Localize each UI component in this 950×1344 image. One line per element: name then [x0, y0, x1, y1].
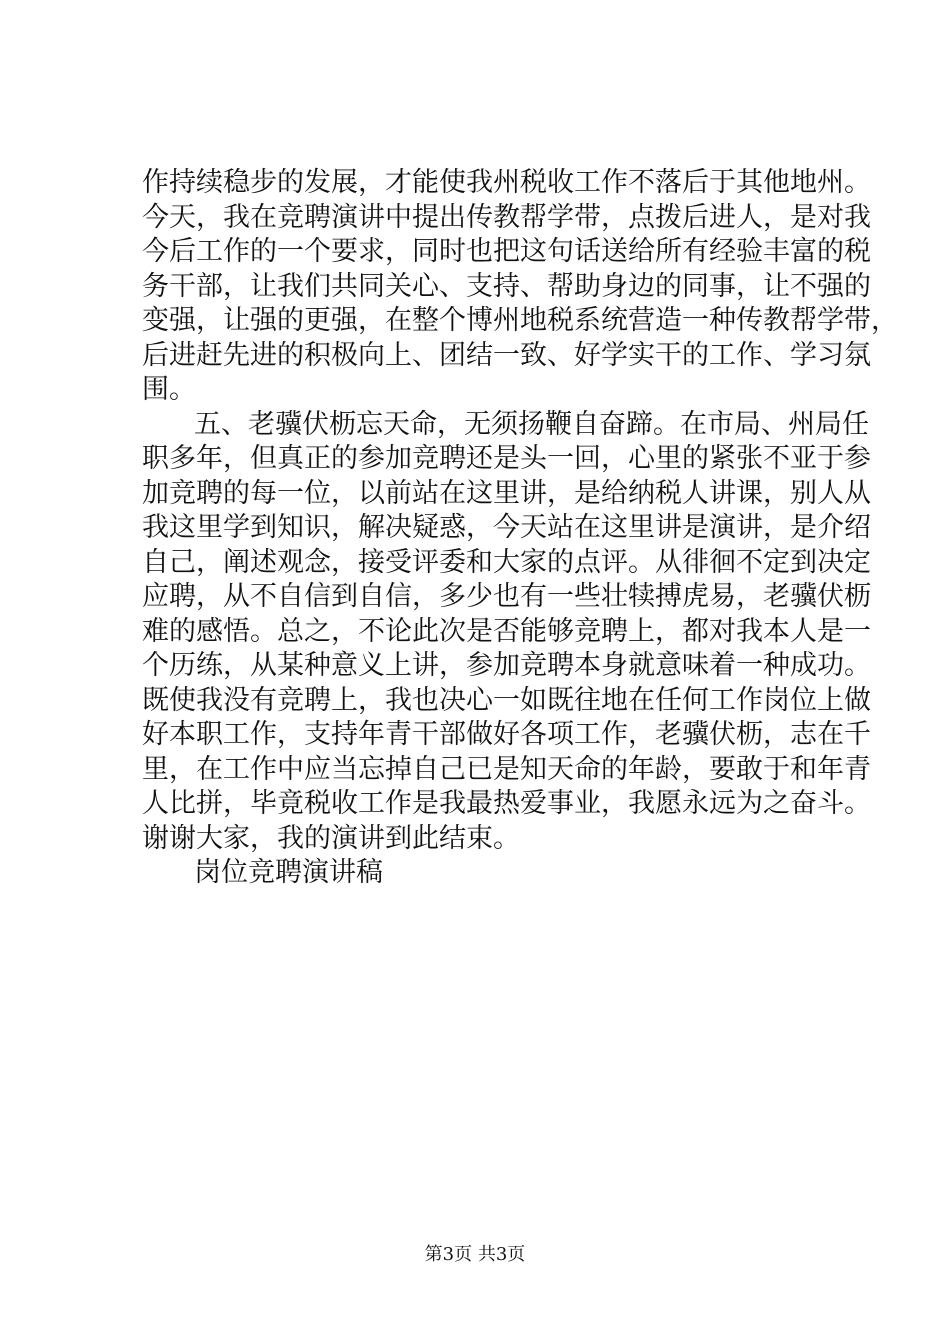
text-line: 后进赶先进的积极向上、团结一致、好学实干的工作、学习氛: [142, 339, 871, 371]
text-line: 人比拼，毕竟税收工作是我最热爱事业，我愿永远为之奋斗。: [142, 788, 871, 819]
document-title-line: 岗位竞聘演讲稿: [194, 857, 383, 888]
text-line: 个历练，从某种意义上讲，参加竞聘本身就意味着一种成功。: [142, 650, 871, 681]
text-line: 加竞聘的每一位，以前站在这里讲，是给纳税人讲课，别人从: [142, 477, 871, 509]
text-line: 好本职工作，支持年青干部做好各项工作，老骥伏枥，志在千: [142, 719, 871, 750]
page-footer: 第3页 共3页: [424, 1244, 526, 1265]
text-line: 围。: [142, 374, 196, 405]
text-line: 务干部，让我们共同关心、支持、帮助身边的同事，让不强的: [142, 270, 871, 302]
text-line: 今后工作的一个要求，同时也把这句话送给所有经验丰富的税: [142, 236, 871, 267]
text-line: 作持续稳步的发展，才能使我州税收工作不落后于其他地州。: [142, 167, 871, 198]
text-line: 今天，我在竞聘演讲中提出传教帮学带，点拨后进人，是对我: [142, 201, 871, 233]
text-line: 变强，让强的更强，在整个博州地税系统营造一种传教帮学带，: [142, 305, 898, 336]
text-line: 我这里学到知识，解决疑惑，今天站在这里讲是演讲，是介绍: [142, 512, 871, 543]
text-line: 难的感悟。总之，不论此次是否能够竞聘上，都对我本人是一: [142, 615, 871, 647]
text-line: 既使我没有竞聘上，我也决心一如既往地在任何工作岗位上做: [142, 684, 871, 716]
text-line: 自己，阐述观念，接受评委和大家的点评。从徘徊不定到决定: [142, 546, 871, 578]
document-body: [142, 166, 898, 891]
text-line: 里，在工作中应当忘掉自己已是知天命的年龄，要敢于和年青: [142, 753, 871, 785]
text-line: 谢谢大家，我的演讲到此结束。: [142, 822, 520, 854]
text-line: 应聘，从不自信到自信，多少也有一些壮犊搏虎易，老骥伏枥: [142, 581, 871, 612]
text-line: 职多年，但真正的参加竞聘还是头一回，心里的紧张不亚于参: [142, 443, 871, 474]
paragraph-start-line: 五、老骥伏枥忘天命，无须扬鞭自奋蹄。在市局、州局任: [194, 408, 869, 440]
